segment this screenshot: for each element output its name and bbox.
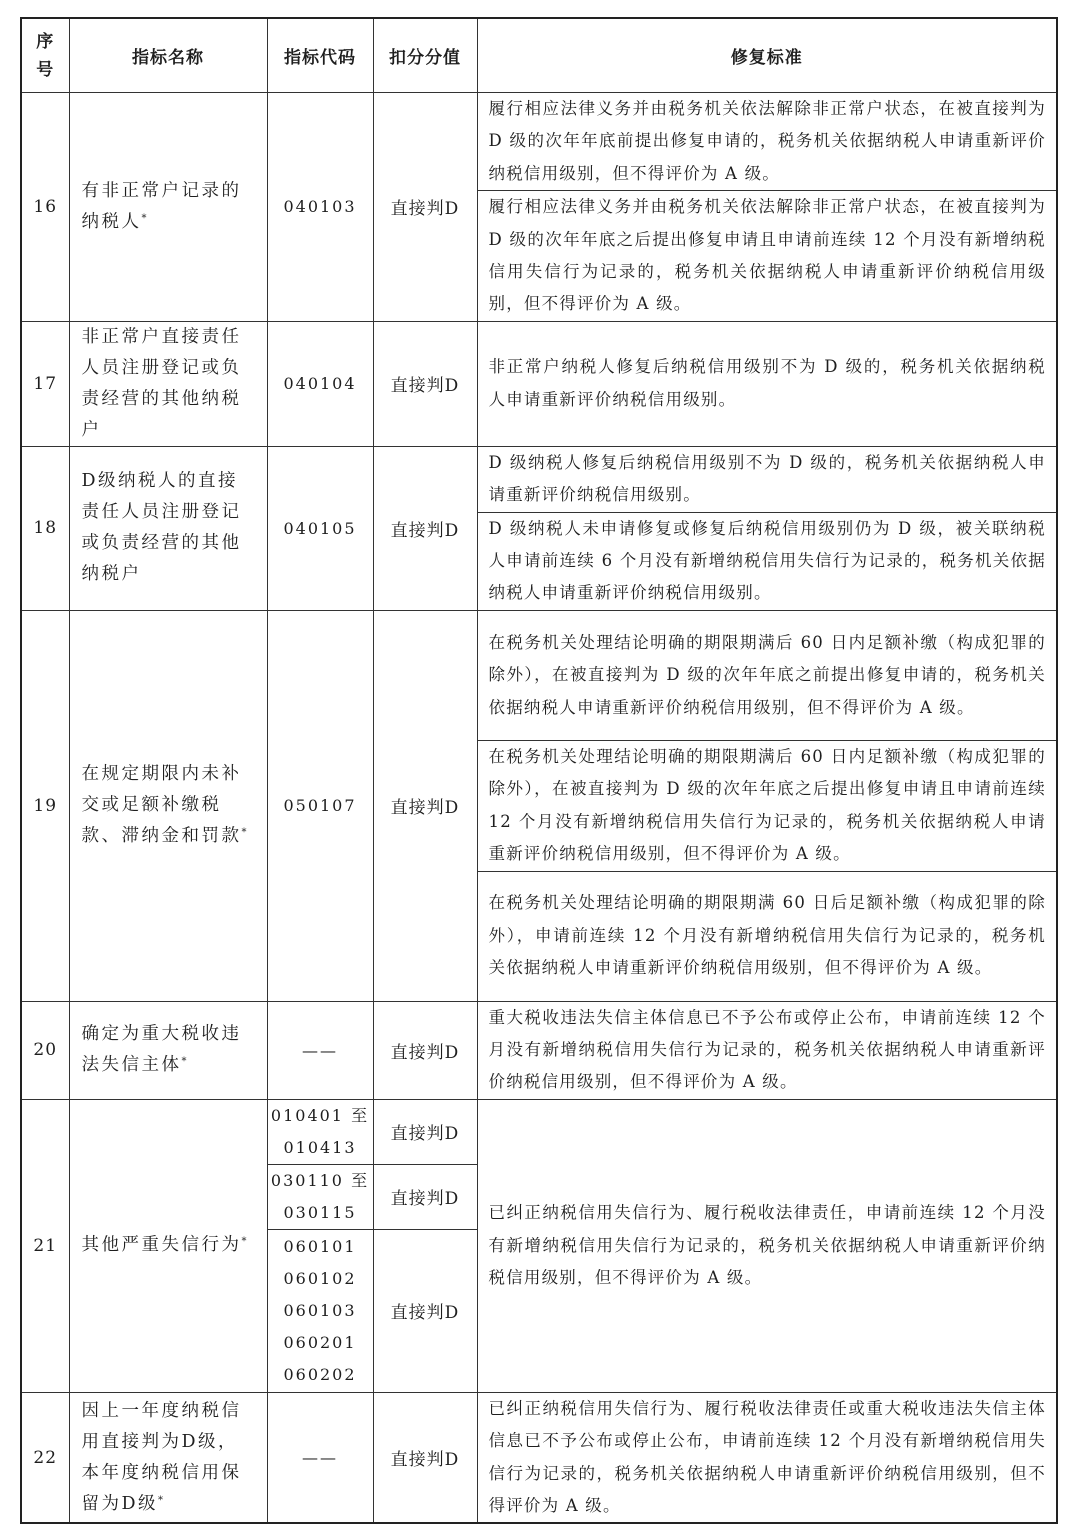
repair-standard: D 级纳税人修复后纳税信用级别不为 D 级的，税务机关依据纳税人申请重新评价纳税信用级别。 xyxy=(477,446,1057,512)
deduction-value: 直接判D xyxy=(373,1001,477,1099)
indicator-name: 因上一年度纳税信用直接判为D级，本年度纳税信用保留为D级* xyxy=(69,1392,267,1523)
repair-standard: 已纠正纳税信用失信行为、履行税收法律责任或重大税收违法失信主体信息已不予公布或停止公布，申请前连续 12 个月没有新增纳税信用失信行为记录的，税务机关依据纳税人申请重新评价纳税信用级别，但不得评价为 A 级。 xyxy=(477,1392,1057,1523)
repair-standard: 履行相应法律义务并由税务机关依法解除非正常户状态，在被直接判为 D 级的次年年底之后提出修复申请且申请前连续 12 个月没有新增纳税信用失信行为记录的，税务机关依据纳税人申请重新评价纳税信用级别，但不得评价为 A 级。 xyxy=(477,191,1057,322)
seq-cell: 21 xyxy=(21,1099,69,1392)
indicator-code: 040104 xyxy=(267,321,373,446)
header-deduction: 扣分分值 xyxy=(373,18,477,93)
header-standard: 修复标准 xyxy=(477,18,1057,93)
indicator-name: 有非正常户记录的纳税人* xyxy=(69,93,267,322)
deduction-value: 直接判D xyxy=(373,93,477,322)
seq-cell: 16 xyxy=(21,93,69,322)
repair-standard: D 级纳税人未申请修复或修复后纳税信用级别仍为 D 级，被关联纳税人申请前连续 6 个月没有新增纳税信用失信行为记录的，税务机关依据纳税人申请重新评价纳税信用级别。 xyxy=(477,512,1057,610)
indicator-code: 040105 xyxy=(267,446,373,610)
table-row xyxy=(21,446,1057,512)
credit-repair-table xyxy=(20,17,1058,1524)
deduction-value: 直接判D xyxy=(373,446,477,610)
seq-cell: 20 xyxy=(21,1001,69,1099)
deduction-value: 直接判D xyxy=(373,1392,477,1523)
indicator-name: 在规定期限内未补交或足额补缴税款、滞纳金和罚款* xyxy=(69,610,267,1001)
header-code: 指标代码 xyxy=(267,18,373,93)
repair-standard: 在税务机关处理结论明确的期限期满 60 日后足额补缴（构成犯罪的除外），申请前连续 12 个月没有新增纳税信用失信行为记录的，税务机关依据纳税人申请重新评价纳税信用级别，但不得评价为 A 级。 xyxy=(477,871,1057,1001)
table-row xyxy=(21,321,1057,446)
indicator-code: —— xyxy=(267,1392,373,1523)
indicator-code-group: 030110 至 030115 xyxy=(267,1164,373,1229)
deduction-value: 直接判D xyxy=(373,610,477,1001)
header-seq: 序 号 xyxy=(21,18,69,93)
deduction-value: 直接判D xyxy=(373,1099,477,1164)
repair-standard: 已纠正纳税信用失信行为、履行税收法律责任，申请前连续 12 个月没有新增纳税信用失信行为记录的，税务机关依据纳税人申请重新评价纳税信用级别，但不得评价为 A 级。 xyxy=(477,1099,1057,1392)
indicator-code: —— xyxy=(267,1001,373,1099)
indicator-code-group: 060101 060102 060103 060201 060202 xyxy=(267,1229,373,1392)
table-row xyxy=(21,610,1057,740)
document-page xyxy=(20,17,1056,1524)
indicator-name: 确定为重大税收违法失信主体* xyxy=(69,1001,267,1099)
indicator-name: 其他严重失信行为* xyxy=(69,1099,267,1392)
repair-standard: 重大税收违法失信主体信息已不予公布或停止公布，申请前连续 12 个月没有新增纳税信用失信行为记录的，税务机关依据纳税人申请重新评价纳税信用级别，但不得评价为 A 级。 xyxy=(477,1001,1057,1099)
deduction-value: 直接判D xyxy=(373,1229,477,1392)
deduction-value: 直接判D xyxy=(373,1164,477,1229)
table-header-row xyxy=(21,18,1057,93)
indicator-name: 非正常户直接责任人员注册登记或负责经营的其他纳税户 xyxy=(69,321,267,446)
table-row xyxy=(21,1392,1057,1523)
table-row xyxy=(21,1001,1057,1099)
table-row xyxy=(21,93,1057,191)
repair-standard: 非正常户纳税人修复后纳税信用级别不为 D 级的，税务机关依据纳税人申请重新评价纳税信用级别。 xyxy=(477,321,1057,446)
header-name: 指标名称 xyxy=(69,18,267,93)
indicator-code: 040103 xyxy=(267,93,373,322)
indicator-name: D级纳税人的直接责任人员注册登记或负责经营的其他纳税户 xyxy=(69,446,267,610)
seq-cell: 22 xyxy=(21,1392,69,1523)
table-row xyxy=(21,1099,1057,1164)
deduction-value: 直接判D xyxy=(373,321,477,446)
repair-standard: 在税务机关处理结论明确的期限期满后 60 日内足额补缴（构成犯罪的除外），在被直接判为 D 级的次年年底之后提出修复申请且申请前连续 12 个月没有新增纳税信用失信行为记录的，税务机关依据纳税人申请重新评价纳税信用级别，但不得评价为 A 级。 xyxy=(477,740,1057,871)
seq-cell: 19 xyxy=(21,610,69,1001)
seq-cell: 18 xyxy=(21,446,69,610)
indicator-code-group: 010401 至 010413 xyxy=(267,1099,373,1164)
seq-cell: 17 xyxy=(21,321,69,446)
indicator-code: 050107 xyxy=(267,610,373,1001)
repair-standard: 履行相应法律义务并由税务机关依法解除非正常户状态，在被直接判为 D 级的次年年底前提出修复申请的，税务机关依据纳税人申请重新评价纳税信用级别，但不得评价为 A 级。 xyxy=(477,93,1057,191)
repair-standard: 在税务机关处理结论明确的期限期满后 60 日内足额补缴（构成犯罪的除外），在被直接判为 D 级的次年年底之前提出修复申请的，税务机关依据纳税人申请重新评价纳税信用级别，但不得评价为 A 级。 xyxy=(477,610,1057,740)
